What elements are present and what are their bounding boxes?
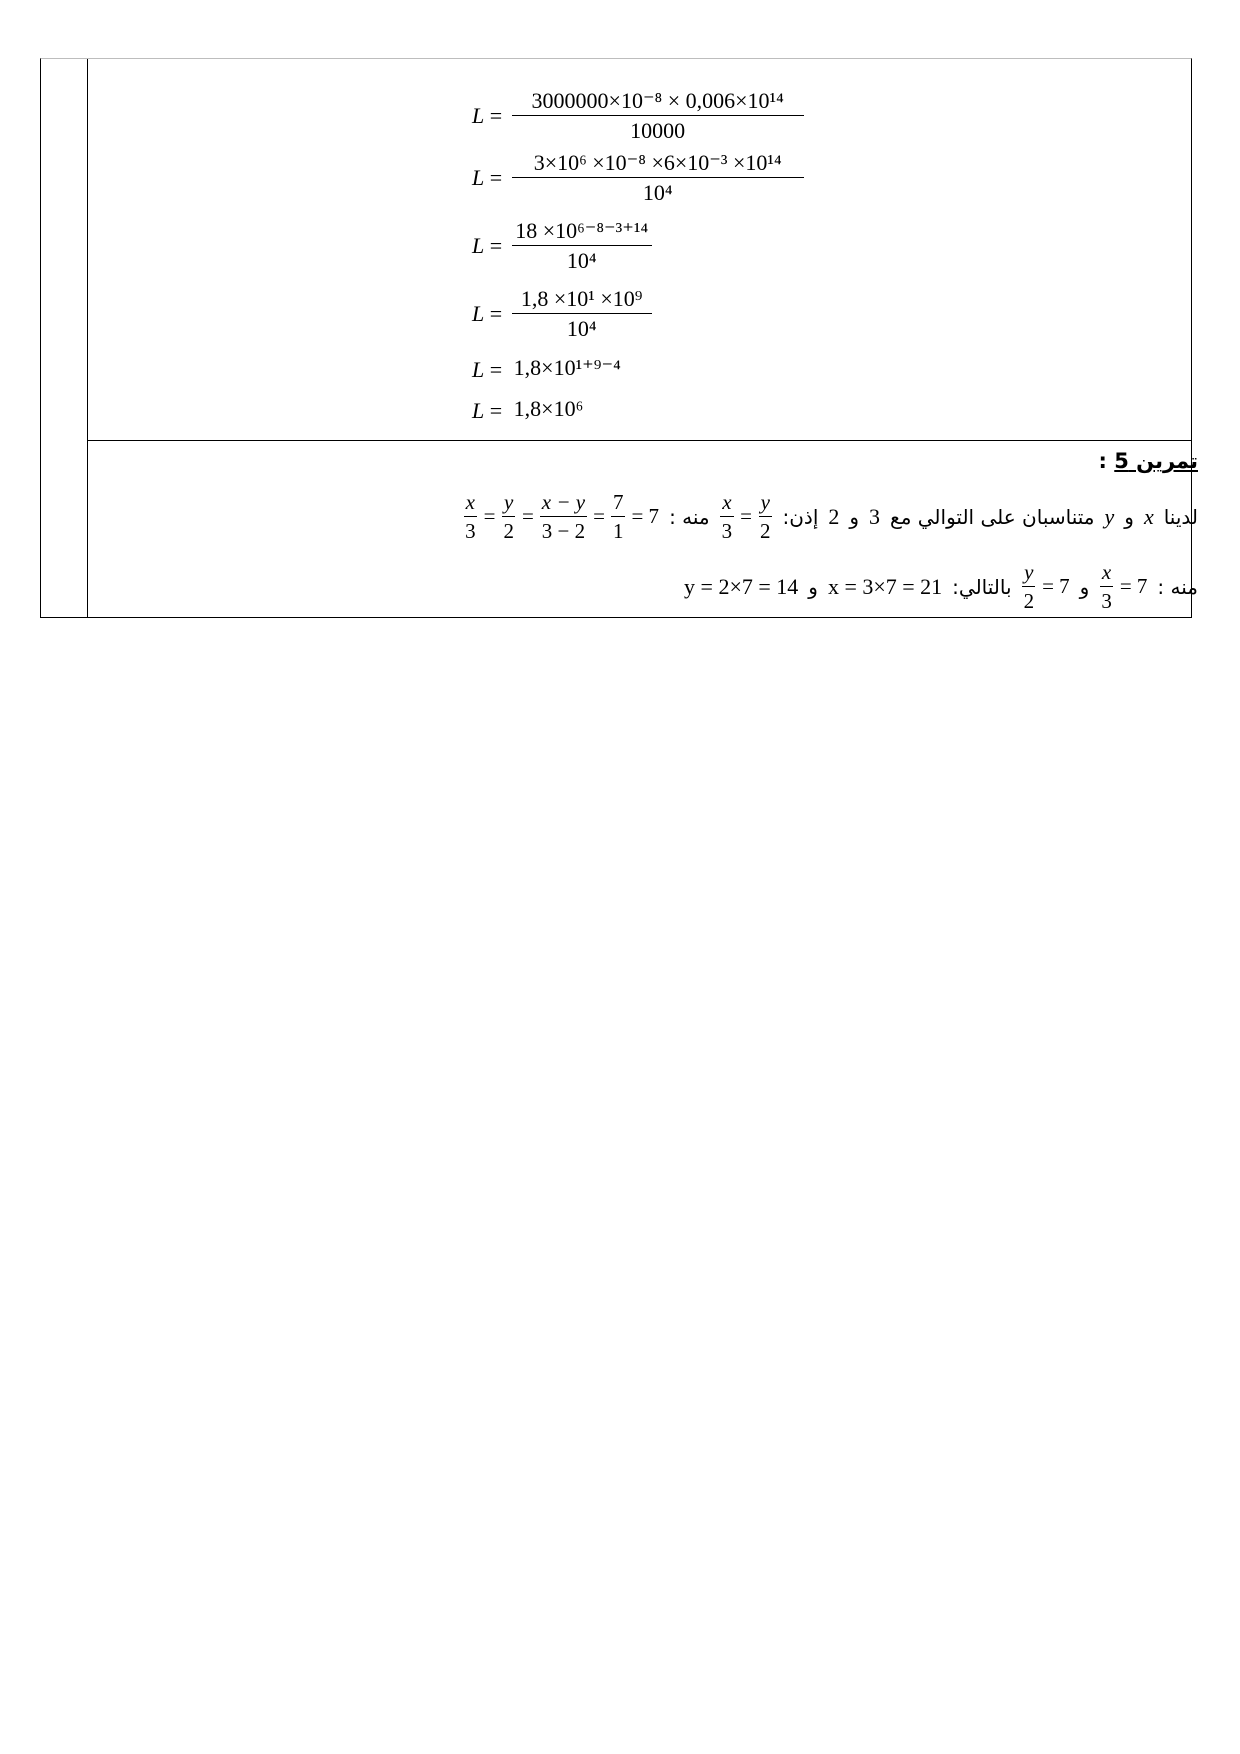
calc-line-6: L = 1,8×10⁶ [472,396,584,423]
calc-line-5: L = 1,8×10¹⁺⁹⁻⁴ [472,355,621,382]
exercise-title: تمرين 5 : [1098,449,1198,473]
calc-line-1: L = $\frac{\text{3000000×10⁻⁸ × 0,006×10¹⁴}}{10000}$ [472,88,802,144]
ratio-xy: $\frac{x}{3}$ = $\frac{y}{2}$ [721,490,771,544]
calc-line-4: L = $\frac{\text{1,8 ×10¹ ×10⁹}}{\text{10⁴}}$ [472,286,650,342]
row-divider [88,440,1191,441]
calc-line-2: L = $\frac{\text{3×10⁶ ×10⁻⁸ ×6×10⁻³ ×10¹⁴}}{\text{10⁴}}$ [472,150,802,206]
exercise-line-1: لدينا x و y متناسبان على التوالي مع 3 و 2 إذن: $\frac{x}{3}$ = $\frac{y}{2}$ منه : $\frac{x}{3}$ = $\frac{y}{2}$ = $\frac{x - y}{3 - 2}$ = $\frac{7}{1}$ = 7 [465,490,1198,544]
margin-column [41,59,88,617]
exercise-line-2: منه : $\frac{x}{3}$ = 7 و $\frac{y}{2}$ = 7 بالتالي: x = 3×7 = 21 و y = 2×7 = 14 [684,560,1198,614]
calc-line-3: L = $\frac{\text{18 ×10⁶⁻⁸⁻³⁺¹⁴}}{\text{10⁴}}$ [472,218,650,274]
ratio-chain: $\frac{x}{3}$ = $\frac{y}{2}$ = $\frac{x - y}{3 - 2}$ = $\frac{7}{1}$ = 7 [465,490,660,544]
